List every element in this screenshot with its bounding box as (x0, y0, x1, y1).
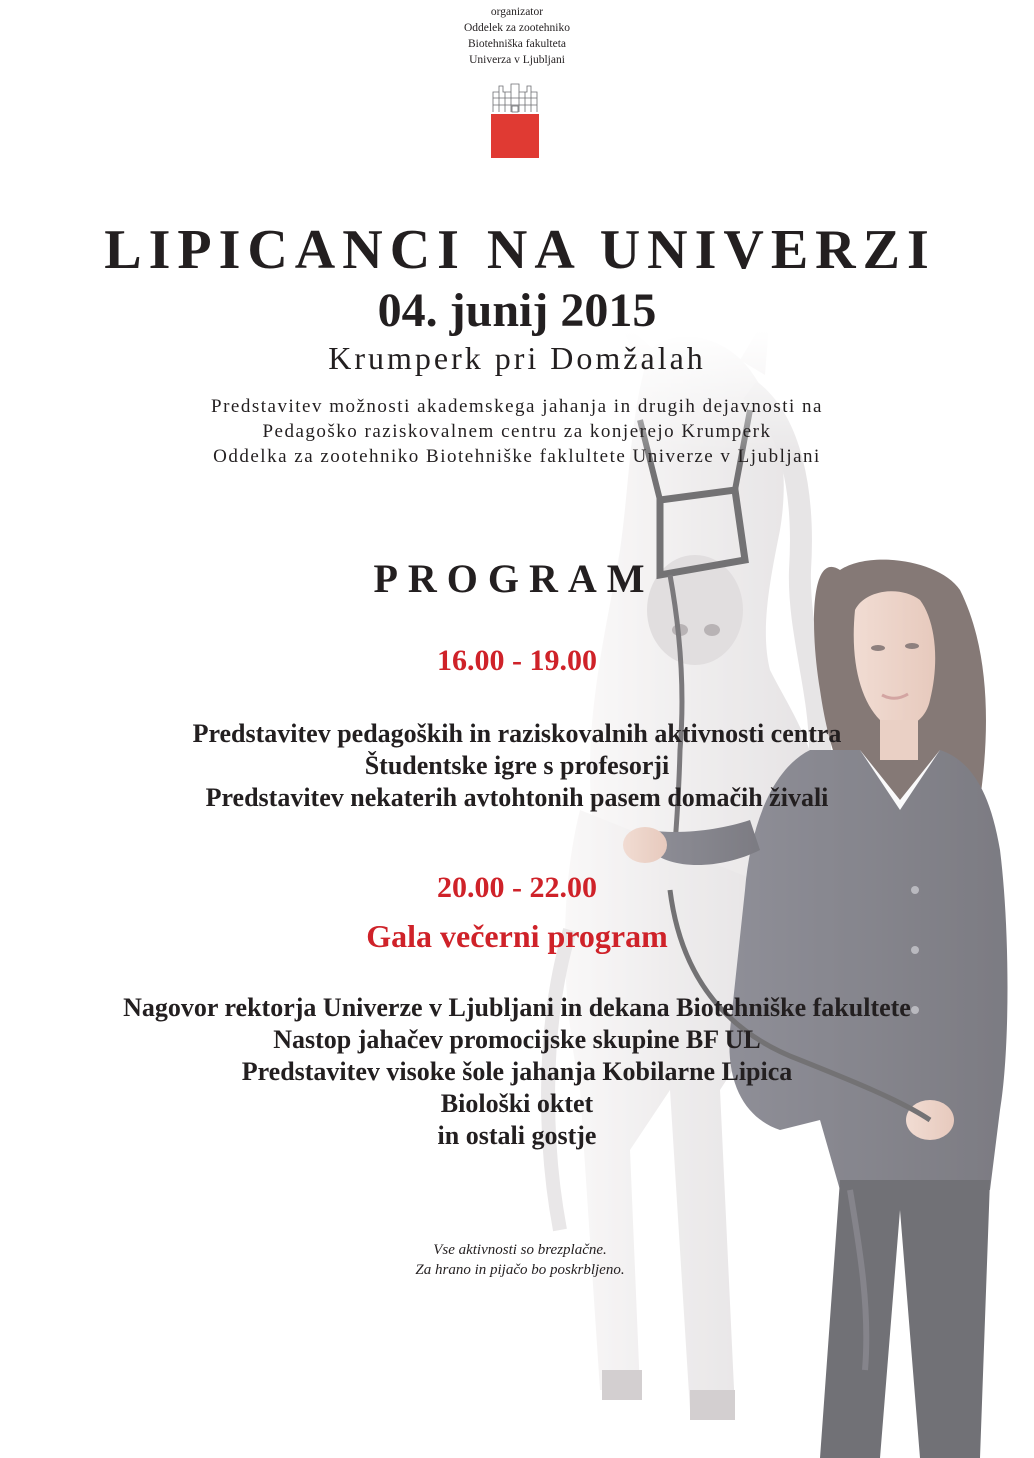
event-place: Krumperk pri Domžalah (328, 340, 706, 376)
program-item: Predstavitev visoke šole jahanja Kobilarne Lipica (241, 1057, 793, 1086)
program-item: in ostali gostje (437, 1121, 597, 1150)
note-line-food: Za hrano in pijačo bo poskrbljeno. (415, 1262, 625, 1278)
organizer-label: organizator (490, 6, 544, 18)
program-item: Predstavitev pedagoških in raziskovalnih aktivnosti centra (192, 719, 842, 748)
program-time-evening: 20.00 - 22.00 (437, 871, 597, 904)
gala-program-title: Gala večerni program (366, 918, 668, 954)
event-date: 04. junij 2015 (377, 284, 657, 337)
program-afternoon-items (0, 718, 1034, 814)
program-time-afternoon: 16.00 - 19.00 (437, 644, 597, 677)
university-building-logo (491, 82, 539, 158)
description-line: Oddelka za zootehniko Biotehniške faklultete Univerze v Ljubljani (213, 446, 821, 467)
event-title: LIPICANCI NA UNIVERZI (104, 219, 936, 281)
footer-note (330, 1240, 710, 1280)
program-item: Nagovor rektorja Univerze v Ljubljani in dekana Biotehniške fakultete (123, 993, 911, 1022)
organizer-faculty: Biotehniška fakulteta (467, 38, 567, 50)
program-evening-items (0, 992, 1034, 1152)
program-item: Predstavitev nekaterih avtohtonih pasem domačih živali (205, 783, 829, 812)
program-item: Nastop jahačev promocijske skupine BF UL (273, 1025, 761, 1054)
event-description (0, 394, 1034, 469)
organizer-department: Oddelek za zootehniko (463, 22, 570, 34)
program-item: Biološki oktet (440, 1089, 594, 1118)
description-line: Pedagoško raziskovalnem centru za konjerejo Krumperk (262, 421, 772, 442)
program-heading: PROGRAM (373, 556, 655, 601)
organizer-university: Univerza v Ljubljani (469, 54, 565, 66)
program-item: Študentske igre s profesorji (364, 751, 670, 780)
description-line: Predstavitev možnosti akademskega jahanja in drugih dejavnosti na (211, 396, 823, 417)
organizer-block (417, 4, 617, 68)
note-line-free: Vse aktivnosti so brezplačne. (433, 1242, 607, 1258)
